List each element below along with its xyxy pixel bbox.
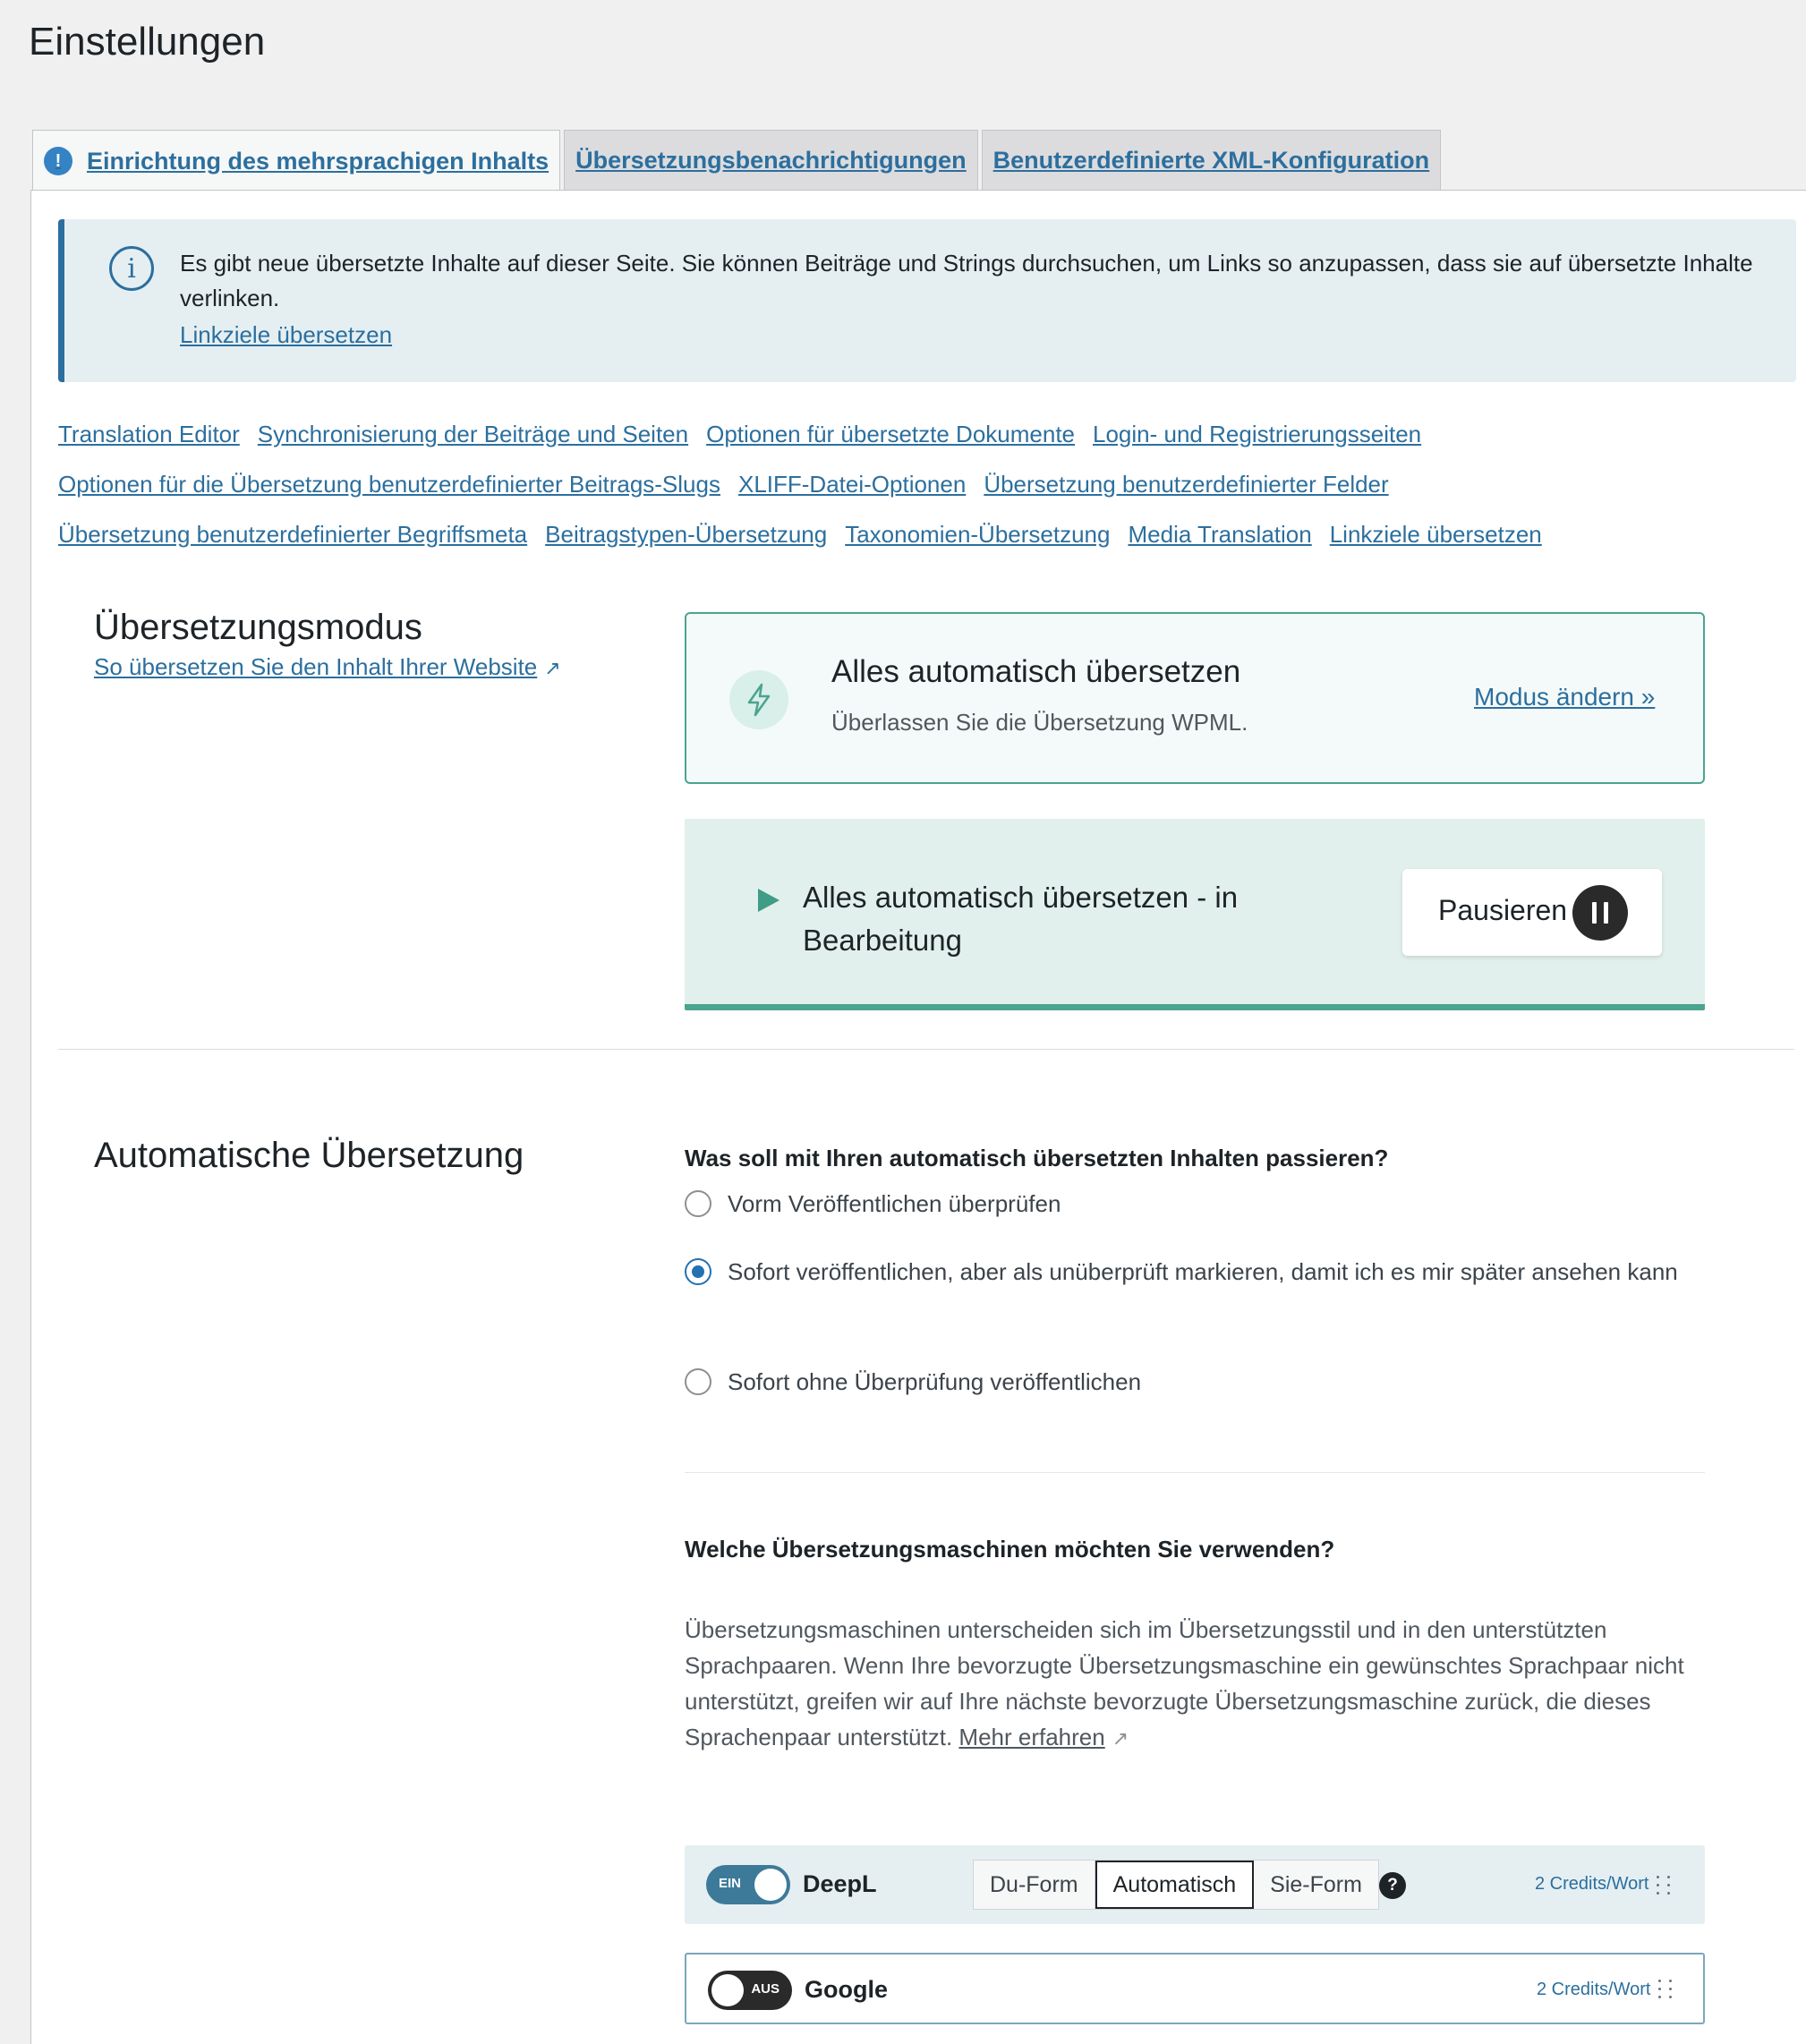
engines-question: Welche Übersetzungsmaschinen möchten Sie verwenden?: [685, 1536, 1335, 1563]
notice-text: Es gibt neue übersetzte Inhalte auf dieser Seite. Sie können Beiträge und Strings durchsuchen, um Links so anzupassen, dass sie auf übersetzte Inhalte verlinken.: [180, 250, 1753, 311]
translation-mode-card: [685, 612, 1705, 784]
toggle-label: AUS: [751, 1981, 779, 1997]
change-mode-link[interactable]: Modus ändern »: [1474, 683, 1656, 711]
link-translation-editor[interactable]: Translation Editor: [58, 420, 240, 447]
info-icon: i: [109, 246, 154, 291]
mode-subtitle: Überlassen Sie die Übersetzung WPML.: [831, 709, 1248, 736]
radio-button-selected[interactable]: [685, 1258, 711, 1285]
link-slug-translation[interactable]: Optionen für die Übersetzung benutzerdefinierter Beitrags-Slugs: [58, 470, 720, 498]
help-icon[interactable]: ?: [1379, 1872, 1406, 1899]
radio-label: Vorm Veröffentlichen überprüfen: [728, 1190, 1061, 1217]
link-taxonomies[interactable]: Taxonomien-Übersetzung: [845, 520, 1111, 548]
formality-du[interactable]: Du-Form: [974, 1861, 1095, 1909]
how-to-translate-link[interactable]: [94, 653, 561, 681]
tab-multilingual-setup[interactable]: [32, 130, 560, 192]
credits-label: 2 Credits/Wort: [1537, 1980, 1651, 1999]
radio-button[interactable]: [685, 1368, 711, 1395]
formality-sie[interactable]: Sie-Form: [1270, 1871, 1362, 1897]
link-translated-documents-options[interactable]: Optionen für übersetzte Dokumente: [706, 420, 1076, 447]
review-question: Was soll mit Ihren automatisch übersetzten Inhalten passieren?: [685, 1145, 1389, 1171]
link-term-meta[interactable]: Übersetzung benutzerdefinierter Begriffsmeta: [58, 520, 528, 548]
engines-description-text: Übersetzungsmaschinen unterscheiden sich im Übersetzungsstil und in den unterstützten Sprachpaaren. Wenn Ihre bevorzugte Übersetzungsmaschine ein gewünschtes Sprachpaar nicht unterstützt, greifen wir auf Ihre nächste bevorzugte Übersetzungsmaschine zurück, die dieses Sprachenpaar unterstützt.: [685, 1616, 1684, 1750]
how-to-translate-label: So übersetzen Sie den Inhalt Ihrer Website: [94, 653, 538, 680]
play-icon: [758, 889, 779, 912]
quick-links: [58, 409, 1794, 559]
tab-translation-notifications[interactable]: [564, 130, 978, 191]
quick-links-row: [58, 459, 1794, 509]
engine-row-deepl: [685, 1845, 1705, 1924]
engines-description: [685, 1612, 1705, 1757]
link-login-registration[interactable]: Login- und Registrierungsseiten: [1093, 420, 1422, 447]
progress-status: Alles automatisch übersetzen - in Bearbeitung: [803, 881, 1239, 957]
radio-button[interactable]: [685, 1190, 711, 1217]
tab-custom-xml[interactable]: [982, 130, 1442, 191]
pause-label: Pausieren: [1438, 894, 1568, 926]
tab-label: Benutzerdefinierte XML-Konfiguration: [992, 147, 1430, 174]
notice-link-translate-link-targets[interactable]: Linkziele übersetzen: [180, 321, 393, 348]
page-title: Einstellungen: [29, 20, 266, 64]
toggle-knob: [711, 1974, 744, 2006]
auto-translation-title: Automatische Übersetzung: [94, 1136, 524, 1175]
link-post-sync[interactable]: Synchronisierung der Beiträge und Seiten: [257, 420, 689, 447]
tab-label: Einrichtung des mehrsprachigen Inhalts: [87, 147, 549, 175]
info-notice: [58, 219, 1796, 382]
link-media-translation[interactable]: Media Translation: [1128, 520, 1312, 548]
radio-option-review[interactable]: [685, 1184, 1705, 1223]
mode-title: Alles automatisch übersetzen: [831, 654, 1241, 689]
section-divider: [58, 1049, 1794, 1050]
quick-links-row: [58, 409, 1794, 459]
toggle-knob: [754, 1869, 787, 1901]
pause-icon: [1572, 885, 1628, 941]
drag-handle-icon[interactable]: [1657, 1876, 1673, 1895]
external-link-icon: ↗: [544, 657, 561, 679]
translation-mode-title: Übersetzungsmodus: [94, 608, 422, 647]
formality-selector: [973, 1860, 1379, 1910]
link-custom-fields[interactable]: Übersetzung benutzerdefinierter Felder: [984, 470, 1389, 498]
drag-handle-icon[interactable]: [1658, 1980, 1674, 1998]
engine-row-google: [685, 1953, 1705, 2024]
tab-label: Übersetzungsbenachrichtigungen: [575, 147, 967, 174]
link-post-types[interactable]: Beitragstypen-Übersetzung: [545, 520, 828, 548]
link-xliff-options[interactable]: XLIFF-Datei-Optionen: [737, 470, 967, 498]
deepl-toggle[interactable]: [706, 1865, 790, 1904]
link-link-targets[interactable]: Linkziele übersetzen: [1329, 520, 1542, 548]
lightning-icon: [729, 670, 788, 729]
quick-links-row: [58, 509, 1794, 559]
settings-tabs: [32, 130, 1444, 191]
settings-panel: [30, 190, 1806, 2044]
radio-option-publish-unreviewed[interactable]: [685, 1252, 1705, 1291]
translation-progress-card: [685, 819, 1705, 1010]
pause-button[interactable]: [1402, 869, 1662, 956]
alert-icon: !: [44, 147, 72, 175]
external-link-icon: ↗: [1112, 1727, 1129, 1750]
section-divider: [685, 1472, 1705, 1473]
radio-option-publish-no-review[interactable]: [685, 1362, 1705, 1401]
formality-auto[interactable]: Automatisch: [1095, 1861, 1255, 1909]
learn-more-label: Mehr erfahren: [958, 1724, 1105, 1750]
radio-label: Sofort ohne Überprüfung veröffentlichen: [728, 1368, 1142, 1395]
engine-name: DeepL: [803, 1870, 877, 1897]
engine-name: Google: [805, 1976, 888, 2003]
google-toggle[interactable]: [708, 1971, 792, 2010]
toggle-label: EIN: [719, 1876, 742, 1891]
learn-more-link[interactable]: [958, 1724, 1104, 1750]
radio-label: Sofort veröffentlichen, aber als unüberprüft markieren, damit ich es mir später ansehen kann: [728, 1258, 1678, 1285]
credits-label: 2 Credits/Wort: [1535, 1874, 1649, 1894]
